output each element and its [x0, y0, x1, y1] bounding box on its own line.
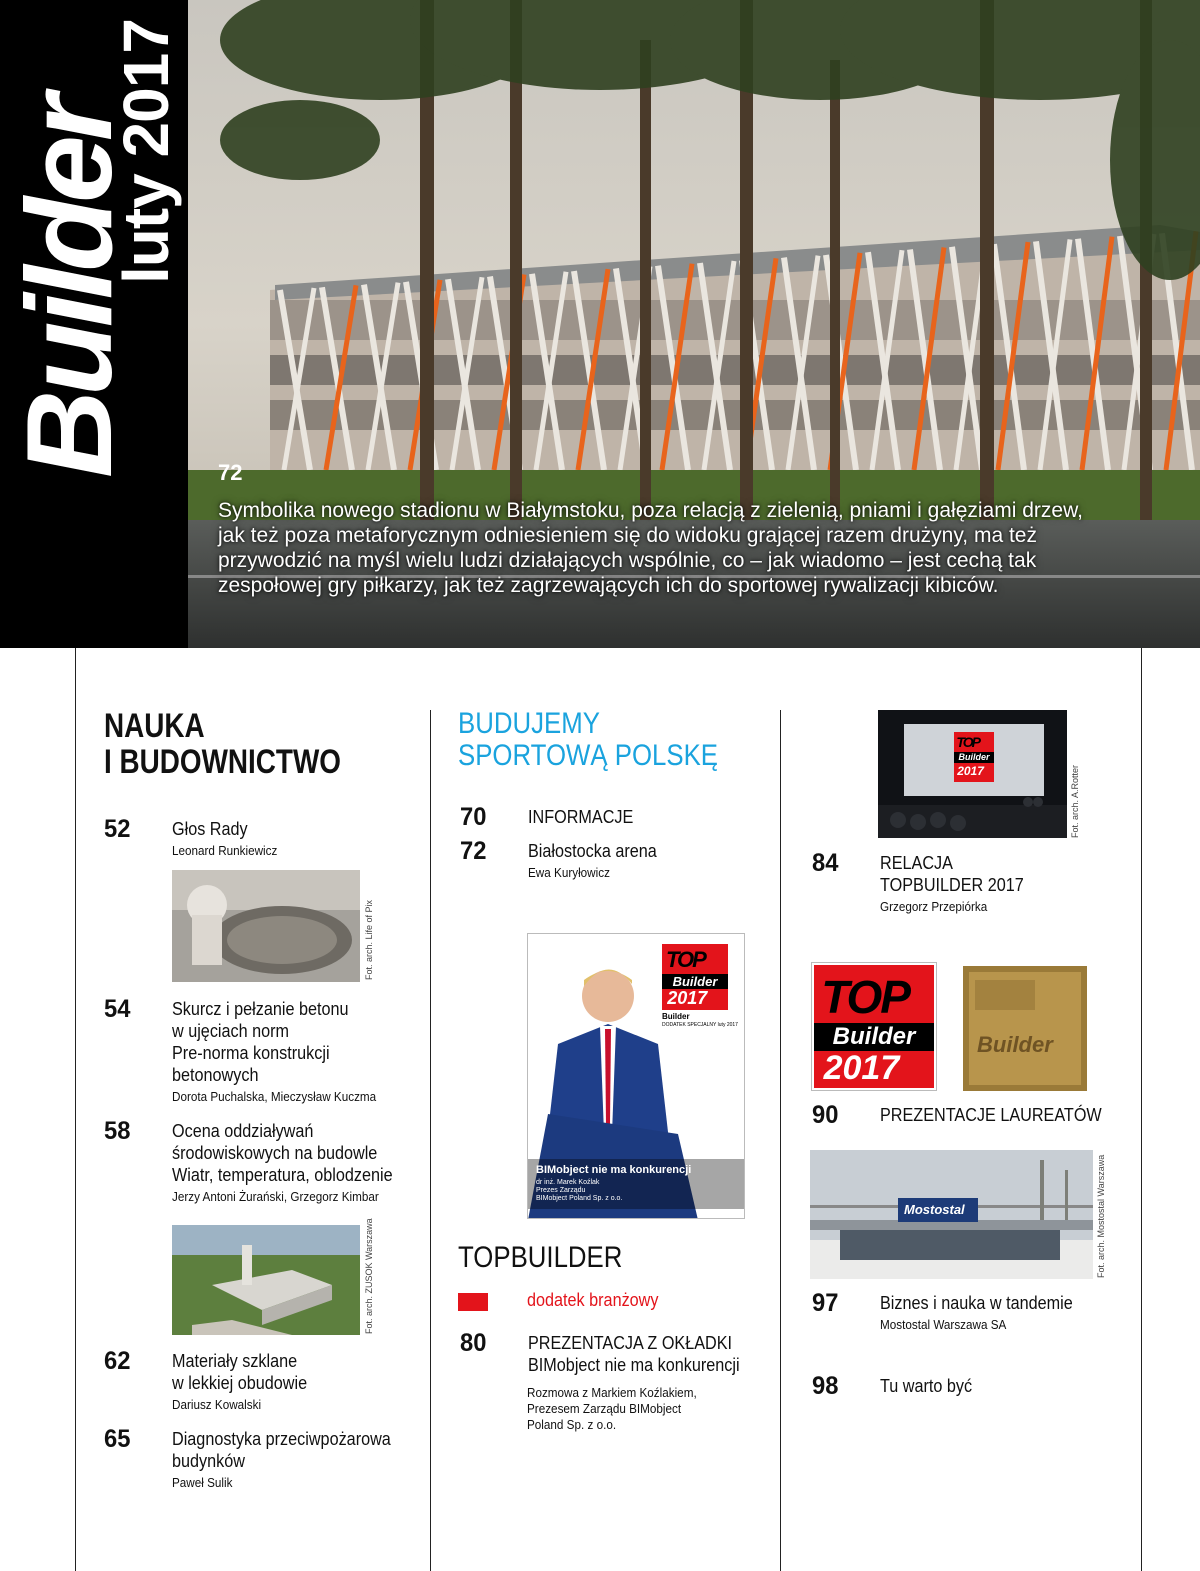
page-number: 65	[104, 1425, 131, 1453]
cover-brand: Builder	[662, 1012, 690, 1021]
cover-date: DODATEK SPECJALNY luty 2017	[662, 1022, 738, 1028]
supplement-marker	[458, 1293, 488, 1311]
article-title: Głos Rady	[172, 819, 248, 839]
plaque-builder-text: Builder	[977, 1032, 1053, 1057]
topbuilder-award-logo	[812, 963, 936, 1090]
logo-year-text: 2017	[823, 1049, 900, 1087]
page-number: 72	[460, 837, 487, 865]
intro-line: Rozmowa z Markiem Koźlakiem,	[527, 1385, 697, 1400]
article-intro	[527, 1385, 697, 1433]
hero-section	[0, 0, 1200, 648]
cover-headline: BIMobject nie ma konkurencji	[536, 1164, 692, 1176]
section-title-science	[104, 708, 341, 780]
caption-page-number: 72	[218, 460, 243, 485]
magazine-title: Builder	[1, 99, 137, 478]
logo-year-text: 2017	[957, 764, 984, 778]
logo-top-text: TOP	[821, 970, 909, 1023]
bronze-plaque	[963, 966, 1087, 1091]
section-title-line: SPORTOWĄ POLSKĘ	[458, 739, 719, 772]
article-title: PREZENTACJA Z OKŁADKI	[528, 1333, 733, 1353]
frame-left-border	[75, 648, 76, 1571]
caption-line: zespołowej gry piłkarzy, jak też zagrzewających ich do sportowej rywalizacji kibiców.	[218, 574, 999, 597]
cover-subtitle-line: dr inż. Marek Koźlak	[536, 1179, 600, 1186]
article-title: Tu warto być	[880, 1376, 973, 1396]
bridge-photo	[810, 1150, 1093, 1279]
caption-line: jak też poza metaforycznym odniesieniem się do widoku grającej razem drużyny, ma też	[218, 524, 1037, 547]
page-number: 52	[104, 815, 131, 843]
photo-credit: Fot. arch. Life of Pix	[364, 899, 374, 980]
article-author: Jerzy Antoni Żurański, Grzegorz Kimbar	[172, 1189, 379, 1204]
logo-year-text: 2017	[667, 988, 708, 1008]
article-title: RELACJA	[880, 853, 953, 873]
frame-right-border	[1141, 648, 1142, 1571]
logo-top-text: TOP	[665, 946, 705, 972]
article-author: Mostostal Warszawa SA	[880, 1317, 1007, 1332]
article-title: TOPBUILDER 2017	[880, 875, 1024, 895]
screen-topbuilder-logo	[954, 732, 994, 782]
article-title: w lekkiej obudowie	[172, 1373, 308, 1393]
logo-builder-text: Builder	[954, 752, 994, 763]
section-title-line: BUDUJEMY	[458, 707, 600, 740]
caption-line: przywodzić na myśl wielu ludzi działających wspólnie, co – jak wiadomo – jest cechą tak	[218, 549, 1037, 572]
article-title: PREZENTACJE LAUREATÓW	[880, 1105, 1102, 1125]
article-title: betonowych	[172, 1065, 259, 1085]
hero-caption	[218, 498, 1098, 598]
article-title: Biznes i nauka w tandemie	[880, 1293, 1073, 1313]
worker-concrete-photo	[172, 870, 360, 982]
article-title: BIMobject nie ma konkurencji	[528, 1355, 740, 1375]
article-author: Dorota Puchalska, Mieczysław Kuczma	[172, 1089, 377, 1104]
section-title-line: TOPBUILDER	[458, 1241, 623, 1274]
article-author: Leonard Runkiewicz	[172, 843, 278, 858]
photo-credit: Fot. arch. Mostostal Warszawa	[1096, 1154, 1106, 1278]
article-title: Białostocka arena	[528, 841, 657, 861]
section-title-line: I BUDOWNICTWO	[104, 743, 341, 781]
page-number: 80	[460, 1329, 487, 1357]
intro-line: Poland Sp. z o.o.	[527, 1417, 617, 1432]
page-number: 98	[812, 1372, 839, 1400]
cover-subtitle-line: BIMobject Poland Sp. z o.o.	[536, 1195, 623, 1202]
photo-credit: Fot. arch. ZUSOK Warszawa	[364, 1218, 374, 1334]
supplement-cover[interactable]	[527, 933, 745, 1219]
page-number: 84	[812, 849, 839, 877]
article-title: środowiskowych na budowle	[172, 1143, 378, 1163]
page-number: 58	[104, 1117, 131, 1145]
article-title: Diagnostyka przeciwpożarowa	[172, 1429, 391, 1449]
section-title-sport	[458, 708, 718, 772]
article-title: w ujęciach norm	[172, 1021, 290, 1041]
page-number: 62	[104, 1347, 131, 1375]
logo-builder-text: Builder	[662, 974, 728, 989]
page-number: 54	[104, 995, 131, 1023]
section-title-topbuilder	[458, 1242, 622, 1274]
column-divider	[430, 710, 431, 1571]
article-author: Grzegorz Przepiórka	[880, 899, 988, 914]
page-number: 70	[460, 803, 487, 831]
page-number: 90	[812, 1101, 839, 1129]
article-author: Paweł Sulik	[172, 1475, 233, 1490]
building-aerial-photo	[172, 1225, 360, 1335]
article-title: Materiały szklane	[172, 1351, 298, 1371]
caption-line: Symbolika nowego stadionu w Białymstoku, poza relacją z zielenią, pniami i gałęziami drzew,	[218, 499, 1083, 522]
cover-subtitle	[536, 1179, 622, 1203]
gala-photo	[878, 710, 1067, 838]
intro-line: Prezesem Zarządu BIMobject	[527, 1401, 682, 1416]
bridge-banner-text: Mostostal	[904, 1202, 965, 1217]
article-title: Pre-norma konstrukcji	[172, 1043, 330, 1063]
issue-date: luty 2017	[110, 19, 182, 284]
logo-builder-text: Builder	[814, 1023, 934, 1051]
section-title-line: NAUKA	[104, 707, 205, 745]
cover-topbuilder-logo	[662, 944, 728, 1010]
column-divider	[780, 710, 781, 1571]
logo-top-text: TOP	[956, 734, 979, 750]
article-title: Skurcz i pełzanie betonu	[172, 999, 349, 1019]
cover-subtitle-line: Prezes Zarządu	[536, 1187, 586, 1194]
article-title: budynków	[172, 1451, 245, 1471]
photo-credit: Fot. arch. A.Rotter	[1070, 764, 1080, 838]
article-author: Ewa Kuryłowicz	[528, 865, 610, 880]
article-title: Wiatr, temperatura, oblodzenie	[172, 1165, 393, 1185]
article-title: INFORMACJE	[528, 807, 634, 827]
supplement-label: dodatek branżowy	[527, 1290, 659, 1310]
page-number: 97	[812, 1289, 839, 1317]
article-title: Ocena oddziaływań	[172, 1121, 314, 1141]
masthead	[0, 0, 188, 648]
article-author: Dariusz Kowalski	[172, 1397, 262, 1412]
